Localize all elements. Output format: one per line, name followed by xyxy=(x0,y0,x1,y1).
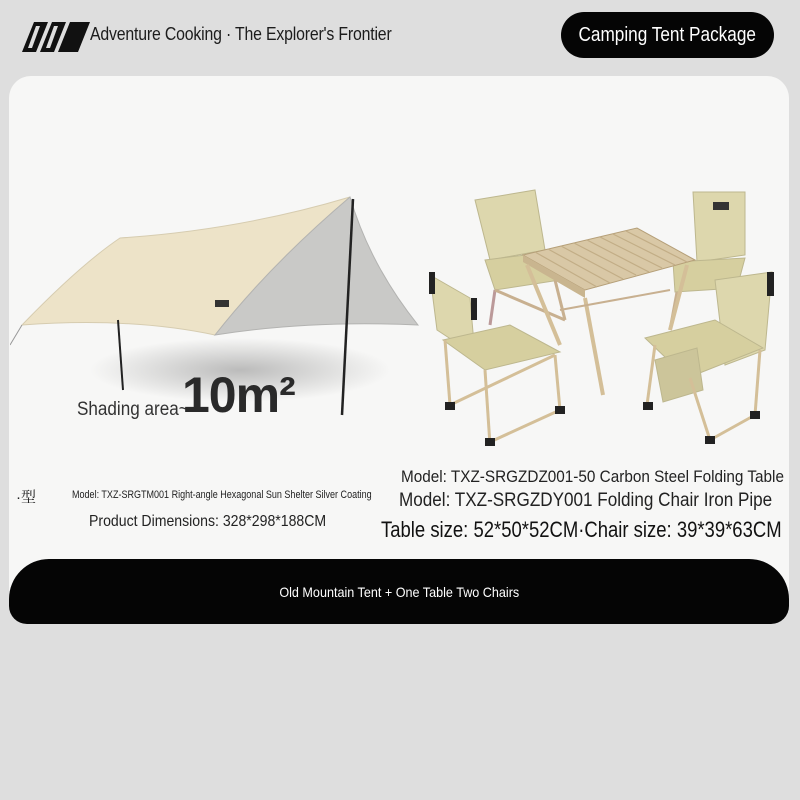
banner-text: Old Mountain Tent + One Table Two Chairs xyxy=(279,583,519,600)
type-mark: ·型 xyxy=(16,489,36,506)
camping-tent-package-button[interactable] xyxy=(561,12,774,58)
brand-logo-icon xyxy=(22,18,92,56)
table-model-text: Model: TXZ-SRGZDZ001-50 Carbon Steel Folding Table xyxy=(401,467,784,486)
shading-area-label: Shading area~ xyxy=(77,399,189,420)
table-chair-sizes-text: Table size: 52*50*52CM·Chair size: 39*39*63CM xyxy=(381,517,782,542)
chair-front-left xyxy=(429,272,565,446)
tent-dimensions-text: Product Dimensions: 328*298*188CM xyxy=(89,513,327,530)
tarp-logo-mark xyxy=(215,300,229,307)
shading-area-value: 10m² xyxy=(182,367,295,423)
table-chairs-image xyxy=(415,180,790,455)
chair-front-right xyxy=(643,272,774,444)
tent-model-text: Model: TXZ-SRGTM001 Right-angle Hexagonal Sun Shelter Silver Coating xyxy=(72,489,372,501)
chair-model-text: Model: TXZ-SRGZDY001 Folding Chair Iron Pipe xyxy=(399,490,773,511)
guy-line xyxy=(10,325,22,345)
package-button-label: Camping Tent Package xyxy=(578,23,757,46)
package-contents-banner xyxy=(9,559,789,624)
brand-tagline: Adventure Cooking · The Explorer's Frontier xyxy=(90,24,392,44)
